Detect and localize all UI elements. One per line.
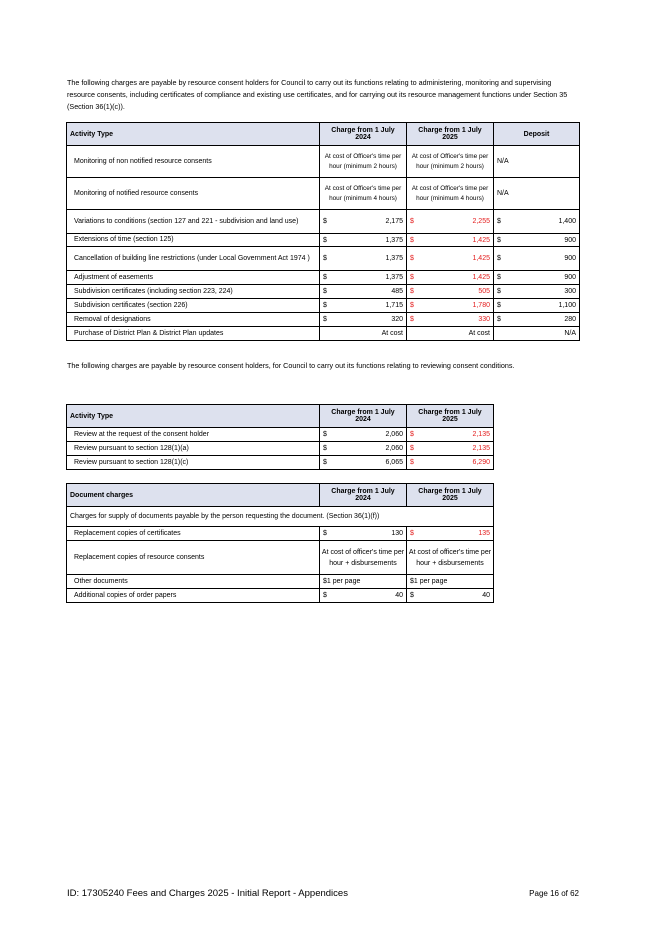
row-label: Purchase of District Plan & District Plan updates <box>67 327 320 341</box>
table-row <box>67 313 580 327</box>
currency-symbol: $ <box>497 288 501 295</box>
charge-2024: 130 <box>391 530 403 537</box>
header-charge-2024: Charge from 1 July 2024 <box>320 405 407 428</box>
row-label: Adjustment of easements <box>67 271 320 285</box>
row-label: Other documents <box>67 575 320 589</box>
currency-symbol: $ <box>410 530 414 537</box>
charge-2024: At cost <box>320 327 407 341</box>
currency-symbol: $ <box>497 302 501 309</box>
charge-2025: 1,425 <box>472 255 490 262</box>
charge-2025: At cost of Officer's time per hour (minimum 4 hours) <box>407 178 494 210</box>
charge-2024: $1 per page <box>320 575 407 589</box>
charge-2025: 1,780 <box>472 302 490 309</box>
row-label: Review at the request of the consent holder <box>67 428 320 442</box>
charge-2025: 6,290 <box>472 459 490 466</box>
table-note-row <box>67 507 494 527</box>
currency-symbol: $ <box>497 316 501 323</box>
deposit: N/A <box>494 146 580 178</box>
charge-2024: 485 <box>391 288 403 295</box>
table-row <box>67 428 494 442</box>
charge-2024: 1,375 <box>385 255 403 262</box>
table-row <box>67 146 580 178</box>
header-charge-2025: Charge from 1 July 2025 <box>407 123 494 146</box>
currency-symbol: $ <box>323 302 327 309</box>
page-footer <box>67 888 579 899</box>
charge-2025: At cost of officer's time per hour + disbursements <box>407 541 494 575</box>
currency-symbol: $ <box>323 530 327 537</box>
charge-2024: At cost of Officer's time per hour (minimum 4 hours) <box>320 178 407 210</box>
currency-symbol: $ <box>410 431 414 438</box>
header-charge-2024: Charge from 1 July 2024 <box>320 123 407 146</box>
document-charges-table <box>66 483 494 603</box>
row-label: Replacement copies of resource consents <box>67 541 320 575</box>
row-label: Cancellation of building line restrictions (under Local Government Act 1974 ) <box>67 247 320 271</box>
charge-2024: At cost of Officer's time per hour (minimum 2 hours) <box>320 146 407 178</box>
table-row <box>67 575 494 589</box>
currency-symbol: $ <box>497 236 501 244</box>
table-row <box>67 442 494 456</box>
currency-symbol: $ <box>497 255 501 262</box>
charge-2024: 2,060 <box>385 445 403 452</box>
currency-symbol: $ <box>410 218 414 225</box>
row-label: Additional copies of order papers <box>67 589 320 603</box>
currency-symbol: $ <box>410 592 414 599</box>
row-label: Extensions of time (section 125) <box>67 234 320 247</box>
table-row <box>67 247 580 271</box>
deposit: 280 <box>564 316 576 323</box>
currency-symbol: $ <box>323 431 327 438</box>
charge-2025: 2,135 <box>472 431 490 438</box>
table-row <box>67 327 580 341</box>
row-label: Review pursuant to section 128(1)(c) <box>67 456 320 470</box>
header-activity-type: Activity Type <box>67 405 320 428</box>
currency-symbol: $ <box>410 316 414 323</box>
deposit: 1,400 <box>558 218 576 225</box>
charge-2025: 1,425 <box>472 236 490 244</box>
currency-symbol: $ <box>410 288 414 295</box>
header-charge-2025: Charge from 1 July 2025 <box>407 484 494 507</box>
footer-document-id: ID: 17305240 Fees and Charges 2025 - Initial Report - Appendices <box>67 888 348 899</box>
currency-symbol: $ <box>323 218 327 225</box>
deposit: N/A <box>494 327 580 341</box>
charge-2024: 1,715 <box>385 302 403 309</box>
row-label: Removal of designations <box>67 313 320 327</box>
deposit: N/A <box>494 178 580 210</box>
charge-2024: 2,175 <box>385 218 403 225</box>
currency-symbol: $ <box>323 316 327 323</box>
deposit: 1,100 <box>558 302 576 309</box>
table-row <box>67 299 580 313</box>
footer-page-number: Page 16 of 62 <box>529 889 579 898</box>
header-charge-2024: Charge from 1 July 2024 <box>320 484 407 507</box>
review-charges-table <box>66 404 494 470</box>
row-label: Monitoring of non notified resource consents <box>67 146 320 178</box>
deposit: 300 <box>564 288 576 295</box>
deposit: 900 <box>564 274 576 281</box>
row-label: Subdivision certificates (section 226) <box>67 299 320 313</box>
deposit: 900 <box>564 236 576 244</box>
charge-2025: At cost <box>407 327 494 341</box>
row-label: Replacement copies of certificates <box>67 527 320 541</box>
header-document-charges: Document charges <box>67 484 320 507</box>
table-row <box>67 285 580 299</box>
charge-2025: 2,135 <box>472 445 490 452</box>
row-label: Variations to conditions (section 127 and 221 - subdivision and land use) <box>67 210 320 234</box>
header-activity-type: Activity Type <box>67 123 320 146</box>
currency-symbol: $ <box>410 236 414 244</box>
currency-symbol: $ <box>323 445 327 452</box>
currency-symbol: $ <box>410 255 414 262</box>
table-row <box>67 210 580 234</box>
currency-symbol: $ <box>323 255 327 262</box>
currency-symbol: $ <box>410 274 414 281</box>
deposit: 900 <box>564 255 576 262</box>
charge-2024: 6,065 <box>385 459 403 466</box>
charge-2025: At cost of Officer's time per hour (minimum 2 hours) <box>407 146 494 178</box>
header-charge-2025: Charge from 1 July 2025 <box>407 405 494 428</box>
currency-symbol: $ <box>410 445 414 452</box>
table-row <box>67 234 580 247</box>
intro-paragraph-review: The following charges are payable by resource consent holders, for Council to carry out its functions relating to reviewing consent conditions. <box>67 361 515 370</box>
table-row <box>67 589 494 603</box>
table-row <box>67 541 494 575</box>
row-label: Subdivision certificates (including section 223, 224) <box>67 285 320 299</box>
intro-paragraph-monitoring: The following charges are payable by resource consent holders for Council to carry out its functions relating to administering, monitoring and supervising resource consents, including certificates of compliance and existing use certificates, and for carrying out its resource management functions under Section 35 (Section 36(1)(c)). <box>67 78 568 111</box>
charge-2024: 1,375 <box>385 274 403 281</box>
currency-symbol: $ <box>497 274 501 281</box>
table-row <box>67 456 494 470</box>
charge-2024: 40 <box>395 592 403 599</box>
currency-symbol: $ <box>323 236 327 244</box>
table-row <box>67 271 580 285</box>
charge-2025: $1 per page <box>407 575 494 589</box>
charge-2025: 1,425 <box>472 274 490 281</box>
row-label: Monitoring of notified resource consents <box>67 178 320 210</box>
charge-2024: 2,060 <box>385 431 403 438</box>
table-row <box>67 178 580 210</box>
currency-symbol: $ <box>323 274 327 281</box>
charge-2025: 330 <box>478 316 490 323</box>
monitoring-charges-table <box>66 122 580 341</box>
charge-2025: 40 <box>482 592 490 599</box>
header-deposit: Deposit <box>494 123 580 146</box>
currency-symbol: $ <box>410 302 414 309</box>
currency-symbol: $ <box>323 459 327 466</box>
charge-2025: 2,255 <box>472 218 490 225</box>
charge-2024: 320 <box>391 316 403 323</box>
currency-symbol: $ <box>497 218 501 225</box>
currency-symbol: $ <box>410 459 414 466</box>
currency-symbol: $ <box>323 288 327 295</box>
document-charges-note: Charges for supply of documents payable by the person requesting the document. (Section 36(1)(f)) <box>67 507 494 527</box>
currency-symbol: $ <box>323 592 327 599</box>
row-label: Review pursuant to section 128(1)(a) <box>67 442 320 456</box>
charge-2024: 1,375 <box>385 236 403 244</box>
charge-2024: At cost of officer's time per hour + disbursements <box>320 541 407 575</box>
charge-2025: 135 <box>478 530 490 537</box>
charge-2025: 505 <box>478 288 490 295</box>
table-row <box>67 527 494 541</box>
